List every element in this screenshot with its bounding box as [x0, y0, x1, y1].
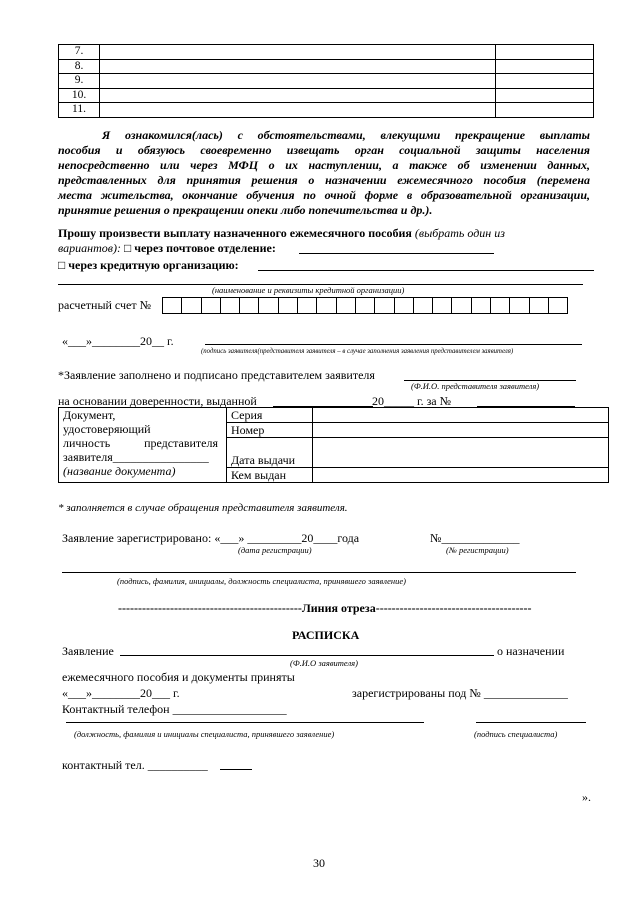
issue-date-value[interactable]: [313, 438, 609, 468]
account-digit-box[interactable]: [432, 297, 452, 314]
receipt-title: РАСПИСКА: [292, 628, 360, 642]
specialist-line[interactable]: [66, 722, 424, 723]
payment-variants-hint: (выбрать один из: [414, 226, 505, 240]
account-digit-box[interactable]: [201, 297, 221, 314]
account-digit-box[interactable]: [451, 297, 471, 314]
doc-label-line-3: личность представителя: [63, 436, 218, 450]
row-number: 9.: [59, 74, 100, 89]
numbered-rows-table: [58, 44, 594, 118]
registration-number-caption: (№ регистрации): [446, 545, 509, 555]
series-label: Серия: [227, 408, 313, 423]
row-value-cell[interactable]: [496, 103, 594, 118]
account-digit-box[interactable]: [239, 297, 259, 314]
account-digit-box[interactable]: [529, 297, 549, 314]
table-row: [59, 103, 594, 118]
applicant-signature-line[interactable]: [205, 344, 582, 345]
ack-line-2: пособия и обязуюсь своевременно извещать орган социальной защиты населения: [58, 143, 590, 157]
registration-signature-line[interactable]: [62, 572, 576, 573]
account-digit-box[interactable]: [162, 297, 182, 314]
row-number: 8.: [59, 59, 100, 74]
account-digit-box[interactable]: [413, 297, 433, 314]
ack-line-5: места жительства, окончание обучения по очной форме в образовательной организации,: [58, 188, 590, 202]
row-value-cell[interactable]: [496, 59, 594, 74]
receipt-line-2: ежемесячного пособия и документы приняты: [62, 670, 295, 684]
account-digit-box[interactable]: [490, 297, 510, 314]
application-date[interactable]: «___»________20__ г.: [62, 334, 174, 348]
receipt-phone[interactable]: Контактный телефон ___________________: [62, 702, 287, 716]
representative-footnote: * заполняется в случае обращения представителя заявителя.: [58, 502, 348, 514]
number-value[interactable]: [313, 423, 609, 438]
applicant-signature-caption: (подпись заявителя(представителя заявителя – в случае заполнения заявления представителем заявителя): [201, 348, 514, 355]
registration-number[interactable]: №_____________: [430, 531, 520, 545]
account-digit-box[interactable]: [220, 297, 240, 314]
power-of-attorney-label: на основании доверенности, выданной: [58, 394, 257, 408]
account-digit-box[interactable]: [548, 297, 568, 314]
representative-document-table: [58, 407, 609, 483]
receipt-registered[interactable]: зарегистрированы под № ______________: [352, 686, 568, 700]
doc-label-line-4[interactable]: заявителя________________: [63, 450, 209, 464]
account-digit-box[interactable]: [316, 297, 336, 314]
account-digit-box[interactable]: [278, 297, 298, 314]
account-digit-box[interactable]: [509, 297, 529, 314]
registration-date-caption: (дата регистрации): [238, 545, 312, 555]
row-description-cell[interactable]: [100, 74, 496, 89]
receipt-closing: ».: [582, 790, 591, 804]
account-digit-box[interactable]: [336, 297, 356, 314]
representative-statement: *Заявление заполнено и подписано представителем заявителя: [58, 368, 375, 382]
row-value-cell[interactable]: [496, 45, 594, 60]
row-number: 7.: [59, 45, 100, 60]
ack-line-1: Я ознакомился(лась) с обстоятельствами, влекущими прекращение выплаты: [102, 128, 590, 142]
table-row: [59, 45, 594, 60]
registration-signature-caption: (подпись, фамилия, инициалы, должность специалиста, принявшего заявление): [117, 576, 406, 586]
attorney-year-number: 20_____ г. за №: [372, 394, 452, 408]
row-number: 10.: [59, 88, 100, 103]
account-number-boxes[interactable]: [163, 297, 568, 314]
table-row: [59, 74, 594, 89]
credit-org-line-1[interactable]: [258, 270, 594, 271]
representative-fio-caption: (Ф.И.О. представителя заявителя): [411, 381, 540, 391]
post-office-line[interactable]: [299, 253, 494, 254]
receipt-date[interactable]: «___»________20___ г.: [62, 686, 180, 700]
account-digit-box[interactable]: [355, 297, 375, 314]
receipt-statement-end: о назначении: [497, 644, 565, 658]
receipt-applicant-line[interactable]: [120, 655, 494, 656]
account-digit-box[interactable]: [297, 297, 317, 314]
credit-org-option[interactable]: □ через кредитную организацию:: [58, 258, 239, 272]
row-value-cell[interactable]: [496, 88, 594, 103]
doc-label-line-5: (название документа): [63, 464, 176, 478]
page-number: 30: [313, 856, 325, 870]
table-row: [59, 88, 594, 103]
variants-word: вариантов):: [58, 241, 121, 255]
receipt-statement-label: Заявление: [62, 644, 114, 658]
contact-phone[interactable]: контактный тел. __________: [62, 758, 208, 772]
issue-date-label: Дата выдачи: [227, 438, 313, 468]
post-office-option[interactable]: □ через почтовое отделение:: [123, 241, 276, 255]
table-row: [59, 59, 594, 74]
account-digit-box[interactable]: [394, 297, 414, 314]
ack-line-3: непосредственно или через МФЦ о их наступлении, а также об изменении данных,: [58, 158, 590, 172]
account-digit-box[interactable]: [258, 297, 278, 314]
specialist-caption: (должность, фамилия и инициалы специалиста, принявшего заявление): [74, 729, 335, 739]
account-digit-box[interactable]: [471, 297, 491, 314]
row-description-cell[interactable]: [100, 59, 496, 74]
doc-label-line-1: Документ,: [63, 408, 116, 422]
series-value[interactable]: [313, 408, 609, 423]
specialist-signature-caption: (подпись специалиста): [474, 729, 558, 739]
account-digit-box[interactable]: [374, 297, 394, 314]
payment-request: Прошу произвести выплату назначенного ежемесячного пособия: [58, 226, 412, 240]
row-description-cell[interactable]: [100, 45, 496, 60]
specialist-signature-line[interactable]: [476, 722, 586, 723]
row-value-cell[interactable]: [496, 74, 594, 89]
registration-label[interactable]: Заявление зарегистрировано: «___» _________20____года: [62, 531, 360, 545]
row-number: 11.: [59, 103, 100, 118]
credit-org-caption: (наименование и реквизиты кредитной организации): [212, 285, 405, 295]
cut-line: ----------------------------------------------Линия отреза---------------------------------------: [118, 601, 532, 615]
row-description-cell[interactable]: [100, 103, 496, 118]
receipt-fio-caption: (Ф.И.О заявителя): [290, 658, 358, 668]
issued-by-label: Кем выдан: [227, 468, 313, 483]
ack-line-4: представленных для принятия решения о назначении ежемесячного пособия (перемена: [58, 173, 590, 187]
doc-label-line-2: удостоверяющий: [63, 422, 151, 436]
issued-by-value[interactable]: [313, 468, 609, 483]
row-description-cell[interactable]: [100, 88, 496, 103]
account-digit-box[interactable]: [181, 297, 201, 314]
contact-phone-line[interactable]: [220, 769, 252, 770]
number-label: Номер: [227, 423, 313, 438]
account-label: расчетный счет №: [58, 298, 152, 312]
ack-line-6: принятие решения о прекращении опеки либо попечительства и др.).: [58, 203, 433, 217]
